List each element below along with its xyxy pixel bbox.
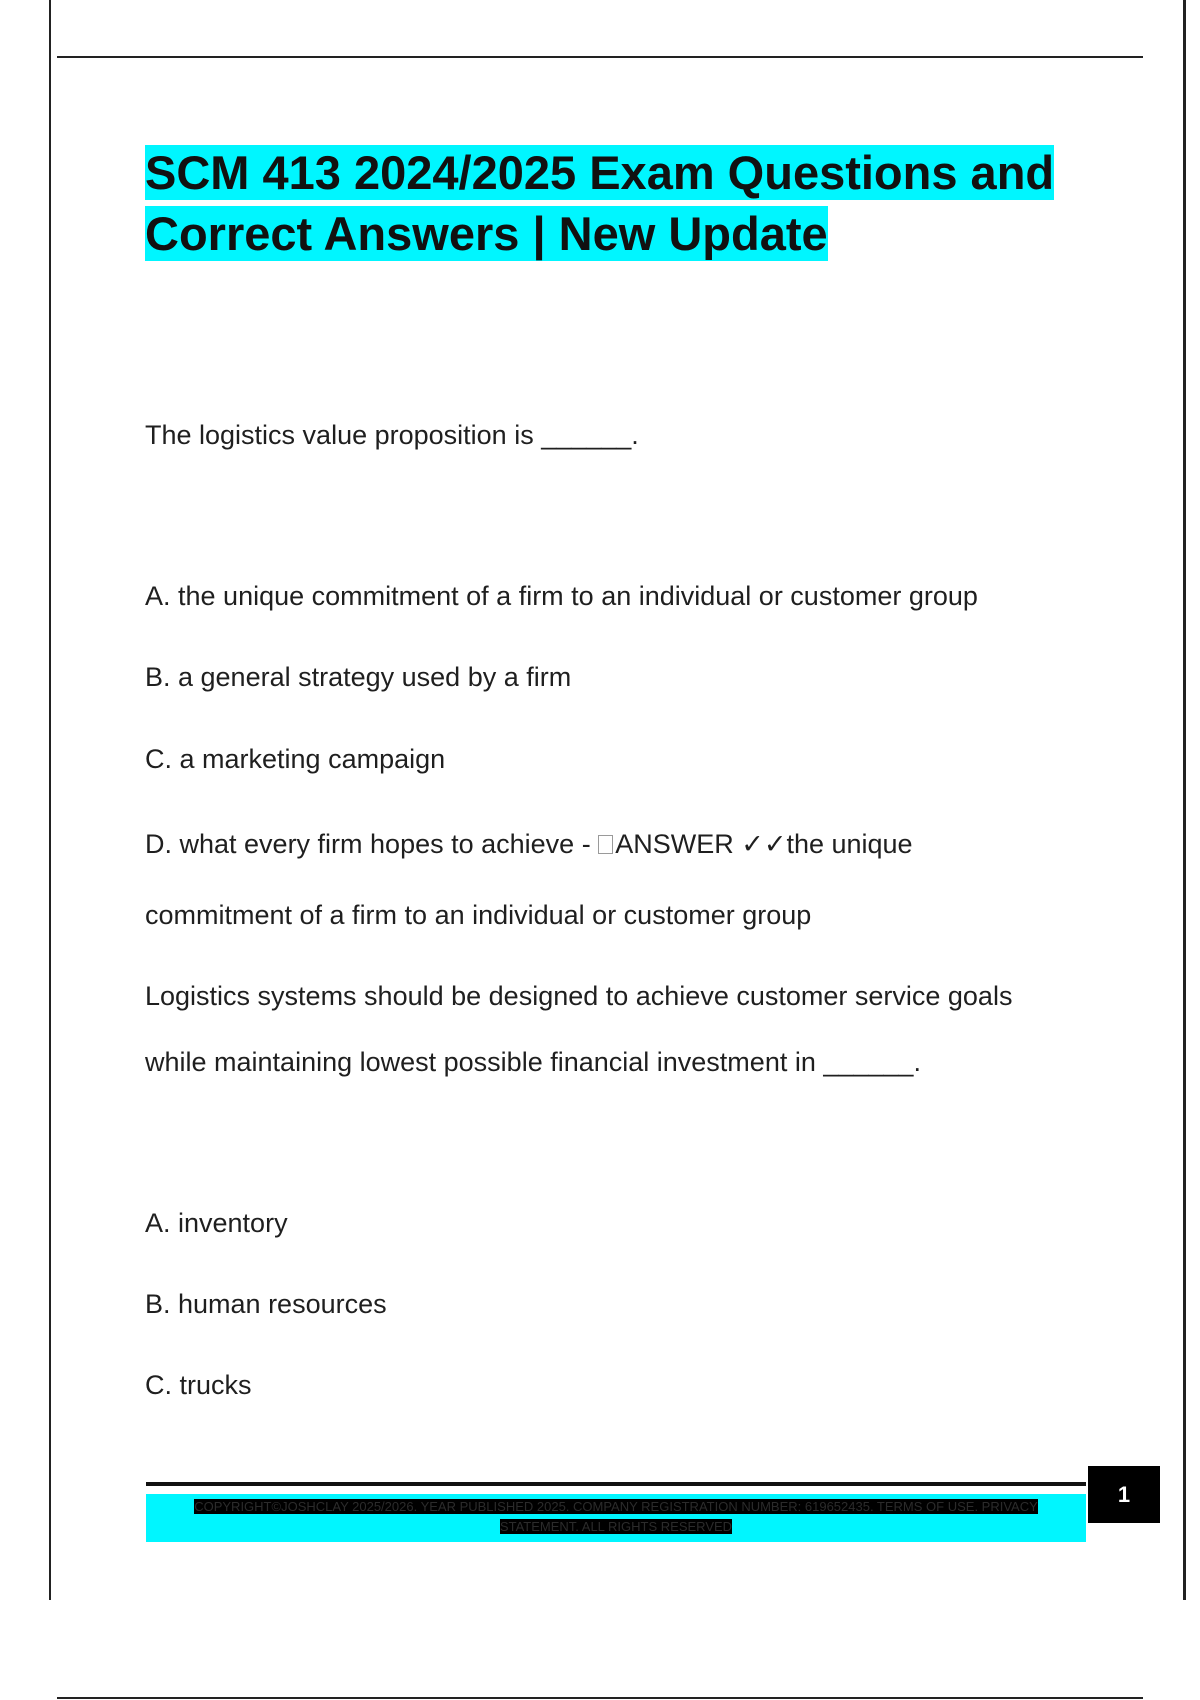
question-2-text-line-2: while maintaining lowest possible financial investment in ______. (145, 1047, 921, 1077)
question-1-option-c: C. a marketing campaign (145, 744, 446, 774)
question-2-option-b: B. human resources (145, 1289, 387, 1319)
question-1-option-d (145, 829, 913, 860)
next-page-rule (57, 1697, 1143, 1699)
footer-rule (146, 1482, 1086, 1486)
copyright-footer (146, 1494, 1086, 1542)
question-2-text-line-1: Logistics systems should be designed to achieve customer service goals (145, 981, 1013, 1011)
answer-marker: ANSWER ✓✓the unique (615, 829, 913, 859)
question-2-option-a: A. inventory (145, 1208, 288, 1238)
title-line-2: Correct Answers | New Update (145, 207, 828, 260)
question-1-text: The logistics value proposition is ______. (145, 420, 639, 450)
question-1-option-b: B. a general strategy used by a firm (145, 662, 572, 692)
document-title (145, 142, 1105, 264)
question-2-option-c: C. trucks (145, 1370, 252, 1400)
header-rule (57, 56, 1143, 58)
page-number: 1 (1088, 1466, 1160, 1523)
copyright-line-2: STATEMENT. ALL RIGHTS RESERVED (499, 1519, 733, 1534)
copyright-line-1: COPYRIGHT©JOSHCLAY 2025/2026. YEAR PUBLISHED 2025. COMPANY REGISTRATION NUMBER: 619652435. TERMS OF USE. PRIVACY (194, 1499, 1038, 1514)
page-border-left (49, 0, 51, 1600)
page-border-right (1183, 0, 1186, 1600)
option-d-prefix: D. what every firm hopes to achieve - (145, 829, 599, 859)
title-line-1: SCM 413 2024/2025 Exam Questions and (145, 146, 1055, 199)
question-1-option-a: A. the unique commitment of a firm to an individual or customer group (145, 581, 978, 611)
missing-glyph-box-icon (598, 835, 613, 854)
question-1-answer-continued: commitment of a firm to an individual or customer group (145, 900, 812, 930)
